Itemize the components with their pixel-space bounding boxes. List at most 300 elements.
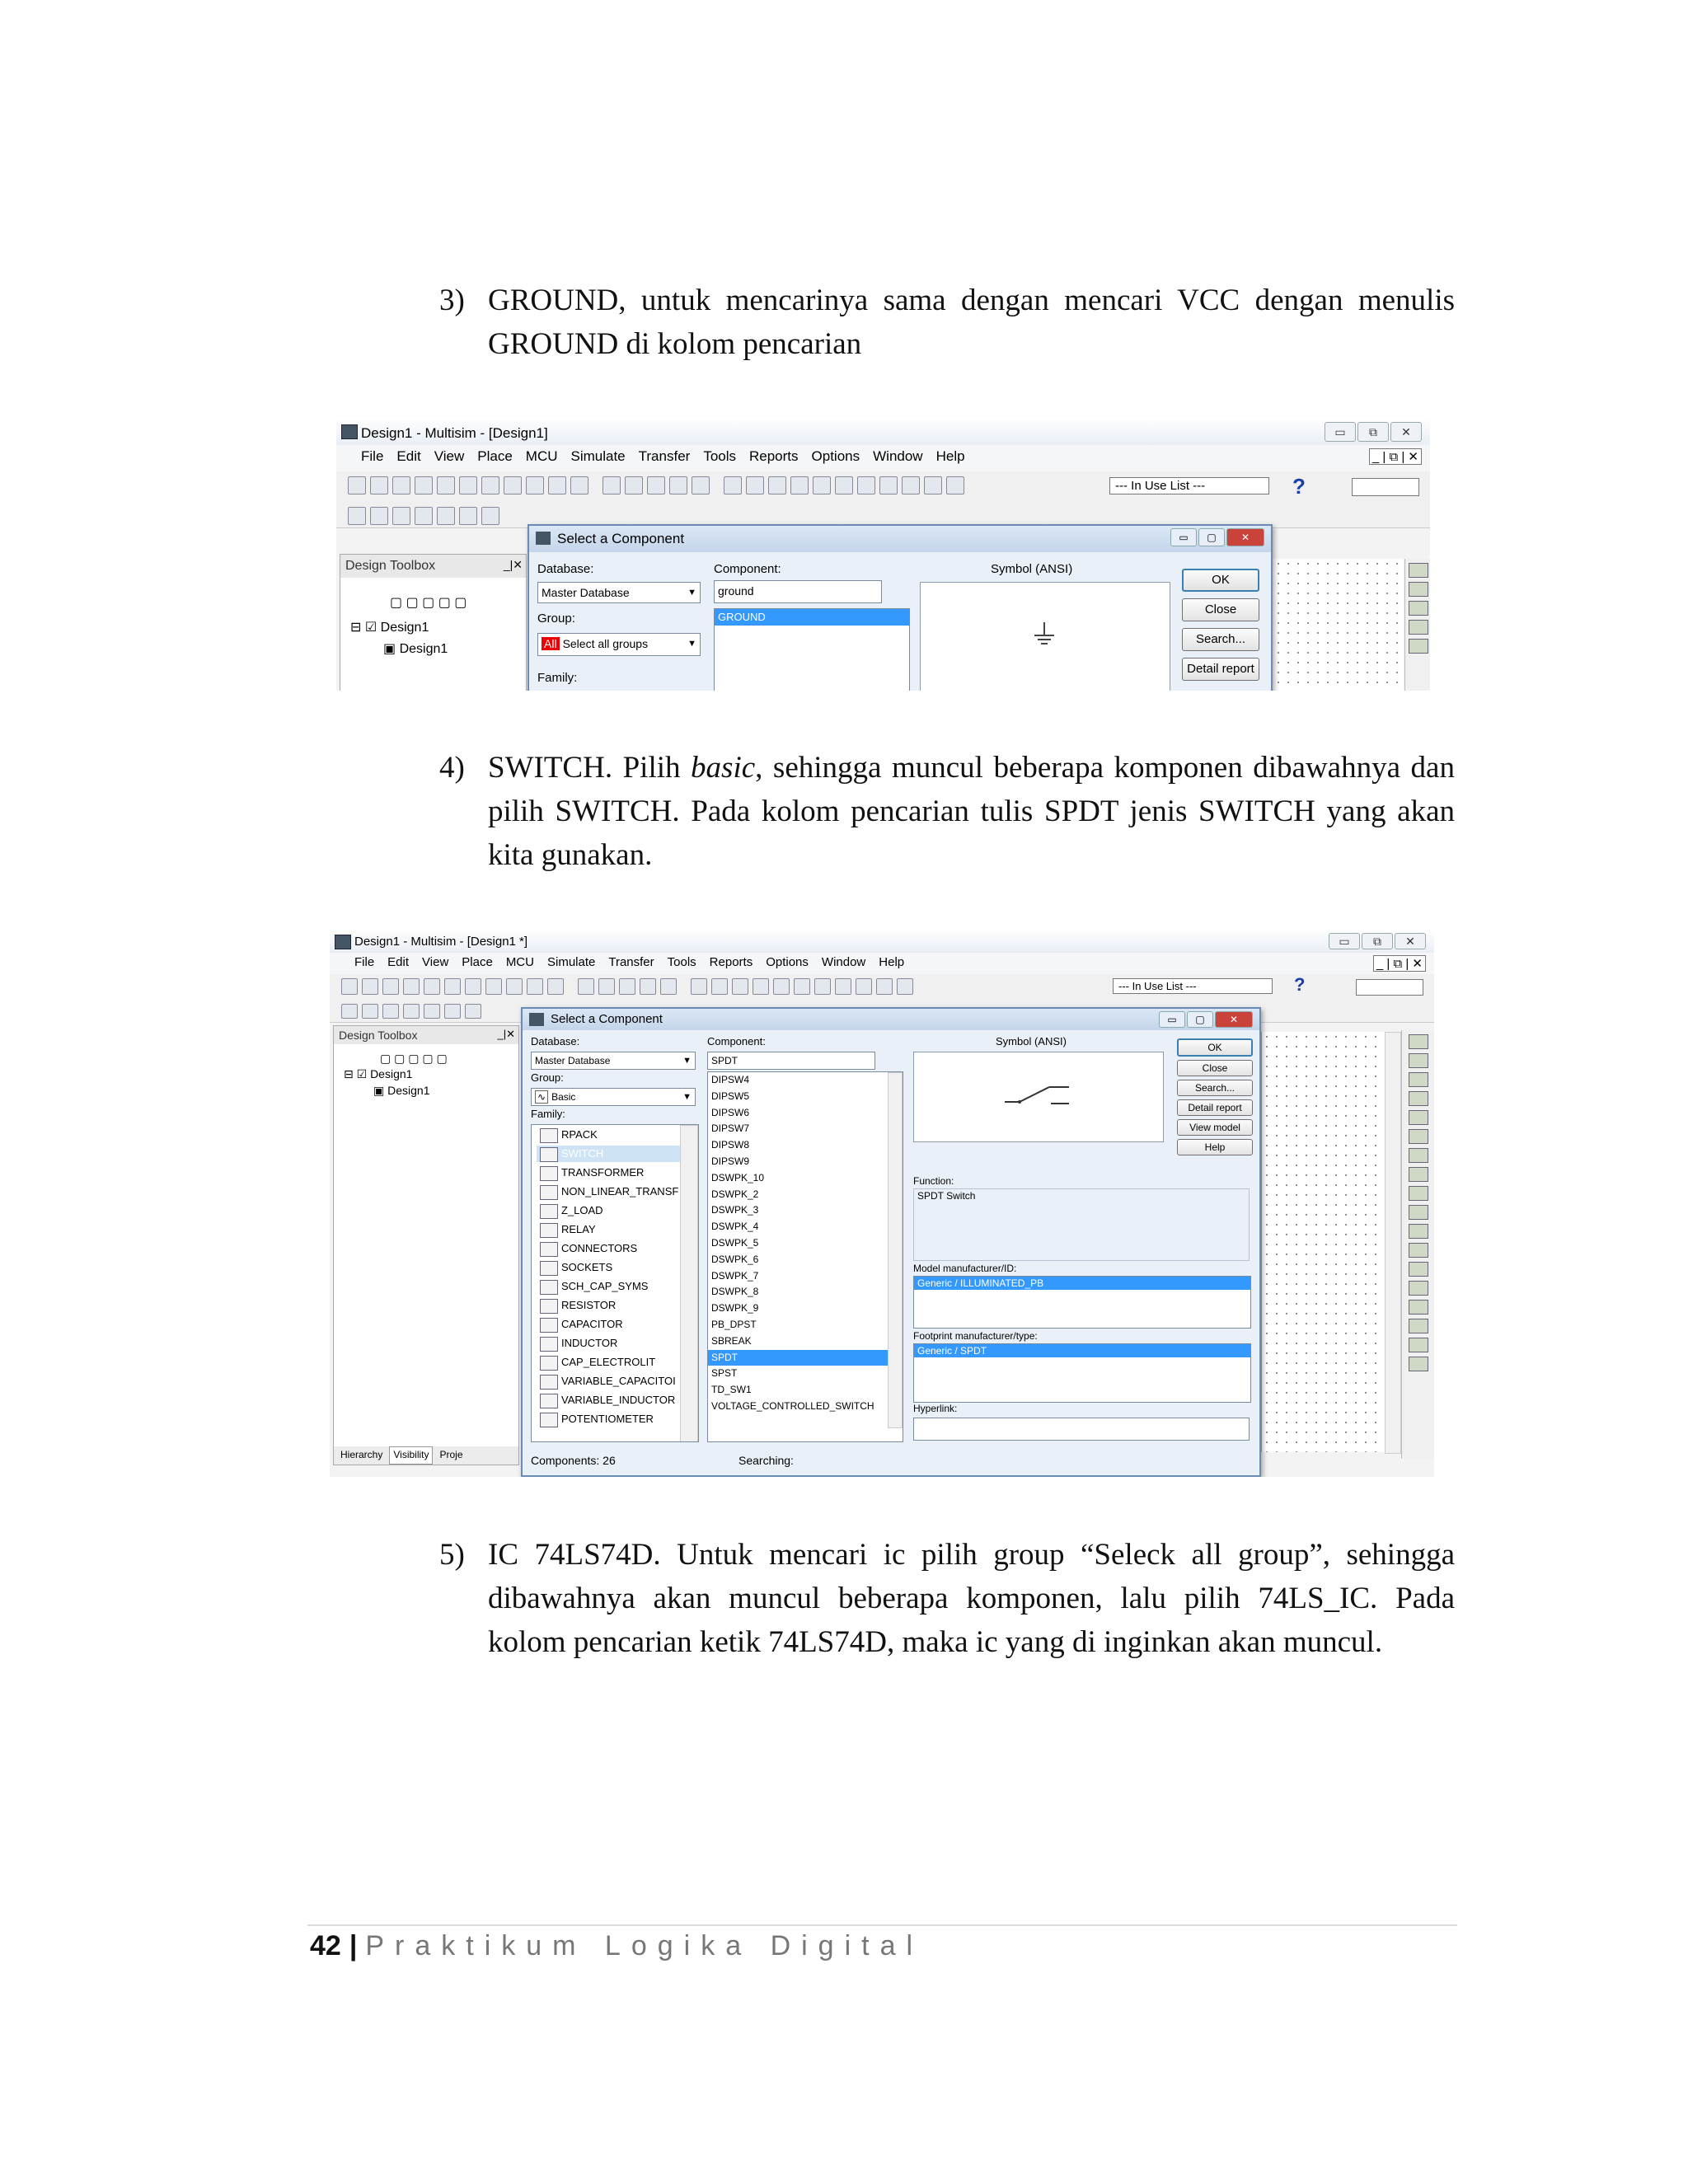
step-3: [439, 279, 1455, 369]
family-item[interactable]: INDUCTOR: [537, 1335, 683, 1352]
instruments-toolbar: [1401, 1030, 1434, 1459]
instruments-toolbar: [1404, 559, 1430, 691]
dialog-maximize-icon[interactable]: ▢: [1187, 1011, 1213, 1028]
chevron-down-icon: ▼: [682, 1056, 692, 1066]
close-icon[interactable]: ✕: [1395, 933, 1426, 949]
place-cmos-icon[interactable]: [481, 507, 499, 525]
dialog-title: Select a Component: [557, 531, 685, 546]
chevron-down-icon: ▼: [687, 588, 696, 598]
frequency-counter-icon[interactable]: [1409, 1148, 1428, 1163]
components-count: Components: 26: [531, 1454, 616, 1467]
find-icon[interactable]: [691, 978, 707, 995]
step-4: [439, 746, 1455, 878]
toolbox-close-icon[interactable]: _|✕: [503, 558, 523, 571]
tree-child[interactable]: ▣ Design1: [383, 642, 448, 656]
menu-edit[interactable]: Edit: [387, 955, 410, 969]
wattmeter-icon[interactable]: [1409, 1072, 1428, 1087]
oscilloscope-icon[interactable]: [1409, 1091, 1428, 1106]
back-annotate-icon[interactable]: [924, 476, 942, 494]
zoom-in-icon[interactable]: [625, 476, 643, 494]
postprocessor-icon[interactable]: [835, 476, 853, 494]
hyperlink-box: [913, 1418, 1250, 1441]
zoom-area-icon[interactable]: [669, 476, 687, 494]
database-label: Database:: [537, 562, 594, 576]
place-diode-icon[interactable]: [392, 507, 410, 525]
current-probe-icon[interactable]: [1409, 1357, 1428, 1371]
variable-capacitor-icon: [540, 1375, 558, 1390]
place-basic-icon[interactable]: [362, 1004, 378, 1019]
tree-root[interactable]: ⊟ ☑ Design1: [344, 1067, 413, 1080]
menu-simulate[interactable]: Simulate: [546, 955, 596, 969]
schematic-canvas[interactable]: [1261, 1032, 1400, 1452]
detail-report-button[interactable]: Detail report: [1182, 658, 1259, 681]
list-item[interactable]: DSWPK_8: [711, 1286, 759, 1298]
component-list[interactable]: [714, 608, 910, 691]
window-title: Design1 - Multisim - [Design1 *]: [354, 935, 528, 949]
new-icon[interactable]: [348, 476, 366, 494]
list-item[interactable]: VOLTAGE_CONTROLLED_SWITCH: [711, 1399, 874, 1412]
step-text: IC 74LS74D. Untuk mencari ic pilih group “Seleck all group”, sehingga dibawahnya akan muncul beberapa komponen, lalu pilih 74LS_IC. Pada kolom pencarian ketik 74LS74D, maka ic yang di inginkan akan muncul.: [488, 1538, 1455, 1659]
tab-project[interactable]: Proje: [439, 1449, 463, 1460]
footprint-list[interactable]: [913, 1343, 1251, 1403]
symbol-preview: [913, 1052, 1164, 1142]
step-number: 4): [439, 751, 465, 785]
socket-icon: [540, 1261, 558, 1276]
place-source-icon[interactable]: [341, 1004, 358, 1019]
connector-icon: [540, 1242, 558, 1257]
menu-file[interactable]: File: [354, 955, 375, 969]
spreadsheet-icon[interactable]: [732, 978, 748, 995]
list-item[interactable]: DSWPK_5: [711, 1236, 759, 1249]
footprint-item[interactable]: Generic / SPDT: [914, 1344, 1250, 1357]
toolbox-close-icon[interactable]: _|✕: [497, 1028, 515, 1040]
search-button[interactable]: Search...: [1182, 628, 1259, 651]
capacitor-icon: [540, 1318, 558, 1333]
menu-window[interactable]: Window: [821, 955, 866, 969]
dialog-maximize-icon[interactable]: ▢: [1198, 528, 1225, 546]
list-item[interactable]: TD_SW1: [711, 1384, 752, 1396]
list-item[interactable]: DSWPK_7: [711, 1269, 759, 1282]
component-label: Component:: [707, 1035, 766, 1047]
cut-icon[interactable]: [465, 978, 481, 995]
family-item[interactable]: TRANSFORMER: [537, 1165, 683, 1181]
help-button[interactable]: Help: [1177, 1139, 1253, 1155]
paste-icon[interactable]: [506, 978, 523, 995]
list-item[interactable]: DIPSW7: [711, 1122, 750, 1135]
menu-bar: [336, 445, 1430, 472]
menu-simulate[interactable]: Simulate: [570, 448, 626, 464]
list-item[interactable]: DSWPK_9: [711, 1302, 759, 1315]
menu-reports[interactable]: Reports: [749, 448, 799, 464]
function-label: Function:: [913, 1175, 954, 1187]
family-item[interactable]: SWITCH: [537, 1146, 683, 1162]
place-analog-icon[interactable]: [424, 1004, 440, 1019]
layout-icon[interactable]: [1356, 979, 1423, 996]
view-model-button[interactable]: View model: [1177, 1119, 1253, 1136]
open-icon[interactable]: [362, 978, 378, 995]
book-title: Praktikum Logika Digital: [365, 1930, 924, 1961]
dialog-minimize-icon[interactable]: ▭: [1170, 528, 1197, 546]
design-toolbox: [333, 1025, 519, 1465]
new-icon[interactable]: [341, 978, 358, 995]
potentiometer-icon: [540, 1413, 558, 1427]
toolbox-title: Design Toolbox: [334, 1026, 518, 1044]
title-bar: [336, 420, 1430, 445]
inductor-icon: [540, 1337, 558, 1352]
print-icon[interactable]: [424, 978, 440, 995]
redo-icon[interactable]: [547, 978, 564, 995]
copy-icon[interactable]: [504, 476, 522, 494]
multimeter-icon[interactable]: [1409, 1034, 1428, 1049]
component-search-input[interactable]: ground: [714, 580, 882, 603]
ground-symbol-icon: [1028, 619, 1061, 652]
breadboard-icon[interactable]: [857, 476, 875, 494]
ok-button[interactable]: OK: [1182, 569, 1259, 592]
family-label: Family:: [537, 671, 578, 685]
cap-symbol-icon: [540, 1280, 558, 1295]
forward-annotate-icon[interactable]: [946, 476, 964, 494]
menu-window[interactable]: Window: [873, 448, 923, 464]
dialog-icon: [529, 1013, 544, 1026]
main-toolbar: [336, 471, 1430, 504]
dialog-close-icon[interactable]: ✕: [1215, 1011, 1253, 1028]
layout-icon[interactable]: [1352, 478, 1419, 496]
bode-plotter-icon[interactable]: [1409, 1129, 1428, 1144]
function-generator-icon[interactable]: [1409, 582, 1428, 597]
chevron-down-icon: ▼: [687, 639, 696, 649]
zoom-fit-icon[interactable]: [660, 978, 677, 995]
toolbox-title: Design Toolbox: [340, 555, 526, 578]
help-icon[interactable]: ?: [1294, 974, 1306, 995]
family-item[interactable]: NON_LINEAR_TRANSF: [537, 1183, 683, 1200]
menu-place[interactable]: Place: [477, 448, 513, 464]
transformer-icon: [540, 1185, 558, 1200]
tab-hierarchy[interactable]: Hierarchy: [340, 1449, 383, 1460]
capture-icon[interactable]: [856, 978, 872, 995]
family-item[interactable]: POTENTIOMETER: [537, 1411, 683, 1427]
component-label: Component:: [714, 562, 781, 576]
function-box: SPDT Switch: [913, 1188, 1250, 1261]
family-item[interactable]: SOCKETS: [537, 1259, 683, 1276]
step-5: [439, 1533, 1455, 1665]
family-item[interactable]: CAPACITOR: [537, 1316, 683, 1333]
postprocessor-icon[interactable]: [794, 978, 810, 995]
list-item[interactable]: DIPSW9: [711, 1155, 750, 1167]
family-item[interactable]: RESISTOR: [537, 1297, 683, 1314]
menu-options[interactable]: Options: [766, 955, 809, 969]
family-item[interactable]: RPACK: [537, 1127, 683, 1143]
symbol-label: Symbol (ANSI): [991, 562, 1073, 576]
agilent-icon[interactable]: [1409, 1300, 1428, 1315]
variable-inductor-icon: [540, 1394, 558, 1408]
list-item[interactable]: PB_DPST: [711, 1318, 757, 1330]
network-analyzer-icon[interactable]: [1409, 1281, 1428, 1296]
save-icon[interactable]: [415, 476, 433, 494]
mdi-controls[interactable]: _ | ⧉ | ✕: [1373, 955, 1426, 972]
place-diode-icon[interactable]: [382, 1004, 399, 1019]
menu-help[interactable]: Help: [935, 448, 965, 464]
open-icon[interactable]: [370, 476, 388, 494]
minimize-icon[interactable]: ▭: [1325, 422, 1356, 442]
database-icon[interactable]: [753, 978, 769, 995]
window-controls: [1329, 933, 1426, 949]
project-tree: [344, 1066, 430, 1099]
group-label: Group:: [537, 612, 575, 626]
page-number: 42: [310, 1930, 341, 1961]
print-preview-icon[interactable]: [444, 978, 461, 995]
menu-bar: [330, 953, 1434, 975]
list-item[interactable]: DIPSW6: [711, 1106, 750, 1118]
menu-view[interactable]: View: [422, 955, 449, 969]
transformer-icon: [540, 1166, 558, 1181]
family-list[interactable]: [531, 1124, 699, 1442]
place-ttl-icon[interactable]: [459, 507, 477, 525]
word-generator-icon[interactable]: [1409, 1167, 1428, 1182]
maximize-icon[interactable]: ⧉: [1357, 422, 1389, 442]
database-icon[interactable]: [790, 476, 809, 494]
symbol-preview: [920, 582, 1170, 691]
four-channel-scope-icon[interactable]: [1409, 1110, 1428, 1125]
menu-help[interactable]: Help: [879, 955, 905, 969]
close-button[interactable]: Close: [1177, 1060, 1253, 1076]
family-scrollbar[interactable]: [680, 1125, 698, 1442]
close-icon[interactable]: ✕: [1390, 422, 1422, 442]
zoom-out-icon[interactable]: [647, 476, 665, 494]
canvas-scrollbar[interactable]: [1385, 1032, 1401, 1454]
model-list[interactable]: [913, 1276, 1251, 1329]
list-item[interactable]: DIPSW8: [711, 1139, 750, 1151]
schematic-canvas[interactable]: [1263, 559, 1404, 691]
family-item[interactable]: RELAY: [537, 1221, 683, 1238]
place-analog-icon[interactable]: [437, 507, 455, 525]
ok-button[interactable]: OK: [1177, 1038, 1253, 1057]
zoom-fit-icon[interactable]: [692, 476, 710, 494]
function-generator-icon[interactable]: [1409, 1053, 1428, 1068]
multisim-icon: [341, 424, 358, 439]
spreadsheet-icon[interactable]: [768, 476, 786, 494]
zoom-area-icon[interactable]: [640, 978, 656, 995]
find-icon[interactable]: [724, 476, 742, 494]
group-select[interactable]: All Select all groups ▼: [537, 633, 701, 656]
page-footer: [310, 1930, 923, 1962]
spdt-symbol-icon: [1001, 1079, 1076, 1112]
menu-transfer[interactable]: Transfer: [638, 448, 691, 464]
tab-visibility[interactable]: Visibility: [389, 1446, 433, 1465]
iv-analyzer-icon[interactable]: [1409, 1224, 1428, 1239]
load-icon: [540, 1204, 558, 1219]
select-component-dialog: [528, 524, 1273, 691]
project-tree: [350, 617, 448, 660]
paste-icon[interactable]: [526, 476, 544, 494]
window-title: Design1 - Multisim - [Design1]: [361, 425, 548, 441]
logic-analyzer-icon[interactable]: [1409, 1186, 1428, 1201]
print-icon[interactable]: [437, 476, 455, 494]
database-select[interactable]: Master Database ▼: [531, 1052, 696, 1070]
capture-icon[interactable]: [902, 476, 920, 494]
group-label: Group:: [531, 1071, 564, 1084]
multisim-icon: [335, 935, 351, 949]
family-item[interactable]: VARIABLE_INDUCTOR: [537, 1392, 683, 1408]
component-search-input[interactable]: SPDT: [707, 1052, 875, 1070]
redo-icon[interactable]: [570, 476, 588, 494]
help-icon[interactable]: ?: [1292, 474, 1306, 499]
cut-icon[interactable]: [481, 476, 499, 494]
mdi-controls[interactable]: _ | ⧉ | ✕: [1369, 448, 1422, 465]
menu-file[interactable]: File: [361, 448, 384, 464]
menu-mcu[interactable]: MCU: [525, 448, 558, 464]
toolbox-icon[interactable]: [711, 978, 728, 995]
breadboard-icon[interactable]: [814, 978, 831, 995]
family-item[interactable]: Z_LOAD: [537, 1202, 683, 1219]
logic-converter-icon[interactable]: [1409, 1205, 1428, 1220]
distortion-analyzer-icon[interactable]: [1409, 1243, 1428, 1258]
tree-child[interactable]: ▣ Design1: [373, 1084, 430, 1097]
menu-mcu[interactable]: MCU: [505, 955, 534, 969]
grapher-icon[interactable]: [773, 978, 790, 995]
step-number: 3): [439, 284, 465, 317]
list-item[interactable]: SPST: [711, 1367, 738, 1380]
step-text: GROUND, untuk mencarinya sama dengan mencari VCC dengan menulis GROUND di kolom pencarian: [488, 284, 1455, 361]
list-item[interactable]: DSWPK_10: [711, 1171, 765, 1183]
list-item[interactable]: DIPSW4: [711, 1074, 750, 1085]
list-item[interactable]: DSWPK_6: [711, 1253, 759, 1265]
forward-annotate-icon[interactable]: [897, 978, 913, 995]
close-button[interactable]: Close: [1182, 598, 1259, 621]
list-item-selected[interactable]: SPDT: [708, 1350, 903, 1366]
menu-tools[interactable]: Tools: [703, 448, 736, 464]
save-icon[interactable]: [403, 978, 420, 995]
undo-icon[interactable]: [527, 978, 543, 995]
footprint-label: Footprint manufacturer/type:: [913, 1330, 1038, 1342]
wattmeter-icon[interactable]: [1409, 601, 1428, 616]
model-label: Model manufacturer/ID:: [913, 1263, 1017, 1274]
search-button[interactable]: Search...: [1177, 1080, 1253, 1096]
place-cmos-icon[interactable]: [465, 1004, 481, 1019]
grapher-icon[interactable]: [813, 476, 831, 494]
family-item[interactable]: CONNECTORS: [537, 1240, 683, 1257]
dialog-icon: [536, 532, 551, 545]
menu-reports[interactable]: Reports: [709, 955, 753, 969]
footer-separator: |: [349, 1930, 358, 1961]
list-item[interactable]: DSWPK_3: [711, 1204, 759, 1216]
menu-tools[interactable]: Tools: [667, 955, 696, 969]
design-toolbox: [340, 554, 527, 691]
electrolytic-icon: [540, 1356, 558, 1371]
place-transistor-icon[interactable]: [415, 507, 433, 525]
list-item[interactable]: DIPSW5: [711, 1090, 750, 1102]
switch-icon: [540, 1147, 558, 1162]
menu-transfer[interactable]: Transfer: [608, 955, 654, 969]
toolbox-tabs: [334, 1446, 518, 1465]
fullscreen-icon[interactable]: [578, 978, 594, 995]
in-use-list[interactable]: --- In Use List ---: [1109, 477, 1269, 494]
tree-root[interactable]: ⊟ ☑ Design1: [350, 621, 429, 635]
open-sample-icon[interactable]: [382, 978, 399, 995]
rpack-icon: [540, 1128, 558, 1143]
database-label: Database:: [531, 1035, 580, 1047]
menu-edit[interactable]: Edit: [396, 448, 421, 464]
emphasis-basic: basic: [691, 751, 756, 785]
basic-icon: ∿: [535, 1090, 548, 1104]
family-item[interactable]: VARIABLE_CAPACITOI: [537, 1373, 683, 1390]
new-icon[interactable]: ▢ ▢ ▢ ▢ ▢: [390, 596, 467, 610]
component-list[interactable]: [707, 1071, 903, 1442]
main-toolbar: [330, 974, 1434, 1001]
step-number: 5): [439, 1538, 465, 1572]
searching-status: Searching:: [738, 1454, 794, 1467]
menu-options[interactable]: Options: [811, 448, 860, 464]
place-ttl-icon[interactable]: [444, 1004, 461, 1019]
list-item[interactable]: DSWPK_4: [711, 1221, 759, 1233]
minimize-icon[interactable]: ▭: [1329, 933, 1360, 949]
window-controls: [1325, 422, 1422, 442]
in-use-list[interactable]: --- In Use List ---: [1113, 978, 1273, 994]
detail-report-button[interactable]: Detail report: [1177, 1099, 1253, 1116]
place-basic-icon[interactable]: [370, 507, 388, 525]
toolbox-icon[interactable]: [746, 476, 764, 494]
back-annotate-icon[interactable]: [876, 978, 893, 995]
list-item[interactable]: GROUND: [715, 609, 909, 626]
dialog-title: Select a Component: [551, 1012, 663, 1026]
list-item[interactable]: DSWPK_2: [711, 1188, 759, 1200]
component-scrollbar[interactable]: [888, 1072, 903, 1428]
place-transistor-icon[interactable]: [403, 1004, 420, 1019]
erc-icon[interactable]: [835, 978, 851, 995]
copy-icon[interactable]: [485, 978, 502, 995]
menu-view[interactable]: View: [434, 448, 465, 464]
screenshot-ground: [336, 420, 1430, 691]
undo-icon[interactable]: [548, 476, 566, 494]
bode-plotter-icon[interactable]: [1409, 639, 1428, 654]
dialog-close-icon[interactable]: ✕: [1226, 528, 1264, 546]
spectrum-analyzer-icon[interactable]: [1409, 1262, 1428, 1277]
labview-icon[interactable]: [1409, 1338, 1428, 1352]
erc-icon[interactable]: [879, 476, 898, 494]
multimeter-icon[interactable]: [1409, 563, 1428, 578]
fullscreen-icon[interactable]: [603, 476, 621, 494]
dialog-minimize-icon[interactable]: ▭: [1159, 1011, 1185, 1028]
select-component-dialog: [521, 1007, 1261, 1477]
step-text: SWITCH. Pilih basic, sehingga muncul beberapa komponen dibawahnya dan pilih SWITCH. Pada kolom pencarian tulis SPDT jenis SWITCH yang akan kita gunakan.: [488, 751, 1455, 872]
chevron-down-icon: ▼: [682, 1092, 692, 1102]
group-select[interactable]: ∿ Basic ▼: [531, 1088, 696, 1106]
toolbar-icons: [348, 476, 964, 494]
print-preview-icon[interactable]: [459, 476, 477, 494]
menu-place[interactable]: Place: [462, 955, 493, 969]
all-groups-icon: All: [542, 637, 560, 650]
hyperlink-label: Hyperlink:: [913, 1403, 958, 1414]
family-label: Family:: [531, 1108, 565, 1120]
new-icon[interactable]: ▢ ▢ ▢ ▢ ▢: [380, 1052, 448, 1065]
resistor-icon: [540, 1299, 558, 1314]
zoom-in-icon[interactable]: [598, 978, 615, 995]
oscilloscope-icon[interactable]: [1409, 620, 1428, 635]
database-select[interactable]: Master Database ▼: [537, 582, 701, 603]
zoom-out-icon[interactable]: [619, 978, 635, 995]
tektronix-icon[interactable]: [1409, 1319, 1428, 1333]
model-item[interactable]: Generic / ILLUMINATED_PB: [914, 1277, 1250, 1290]
title-bar: [330, 931, 1434, 953]
place-source-icon[interactable]: [348, 507, 366, 525]
family-item[interactable]: CAP_ELECTROLIT: [537, 1354, 683, 1371]
list-item[interactable]: SBREAK: [711, 1334, 752, 1347]
maximize-icon[interactable]: ⧉: [1362, 933, 1393, 949]
family-item[interactable]: SCH_CAP_SYMS: [537, 1278, 683, 1295]
relay-icon: [540, 1223, 558, 1238]
footer-divider: [307, 1924, 1457, 1926]
open-sample-icon[interactable]: [392, 476, 410, 494]
screenshot-switch: [330, 931, 1434, 1477]
